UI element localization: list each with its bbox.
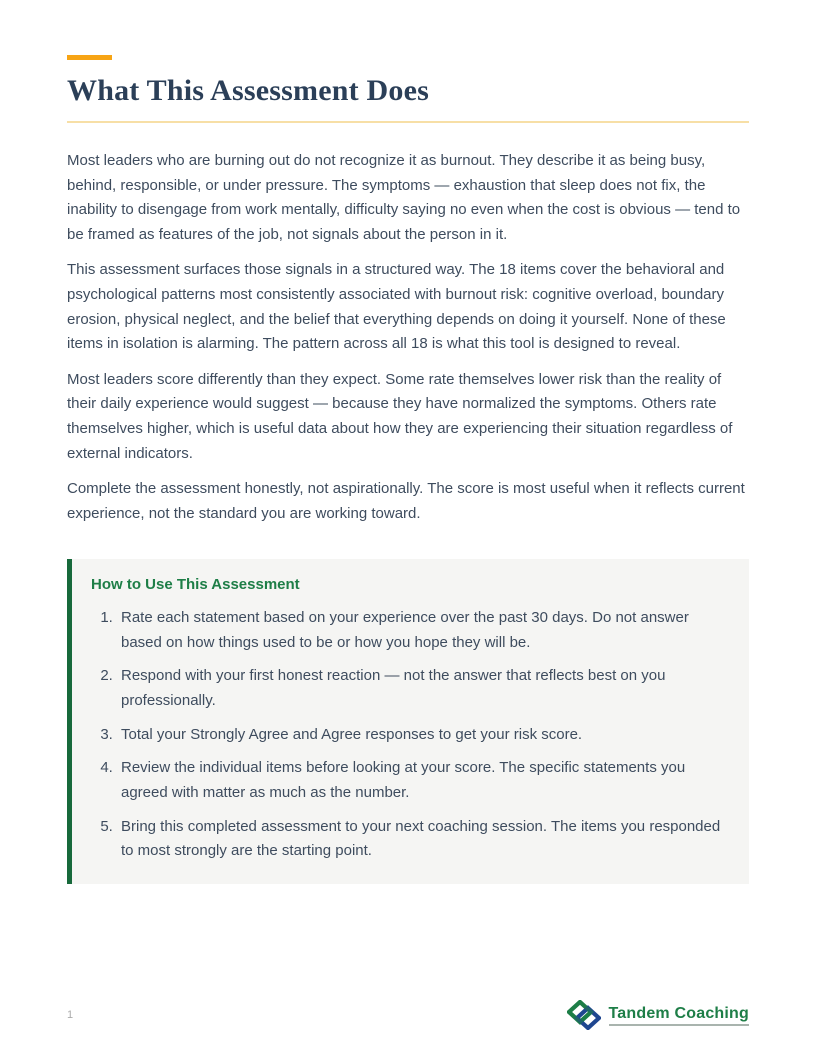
body-paragraph: Complete the assessment honestly, not aspirationally. The score is most useful when it reflects current experience, not the standard you are working toward. — [67, 479, 745, 522]
tandem-diamonds-icon — [567, 1000, 601, 1030]
brand-logo[interactable] — [567, 1000, 750, 1030]
page-footer — [0, 1000, 816, 1056]
title-accent-bar — [67, 55, 112, 60]
callout-list-item: 1. Rate each statement based on your experience over the past 30 days. Do not answer based on how things used to be or how you hope they will be. — [117, 606, 725, 655]
how-to-use-callout — [67, 559, 749, 884]
callout-list-item: 5. Bring this completed assessment to your next coaching session. The items you responded to most strongly are the starting point. — [117, 815, 725, 864]
callout-list-item: 4. Review the individual items before looking at your score. The specific statements you agreed with matter as much as the number. — [117, 756, 725, 805]
page-number: 1 — [67, 1009, 74, 1021]
body-paragraphs — [67, 149, 749, 537]
body-paragraph: Most leaders score differently than they expect. Some rate themselves lower risk than the reality of their daily experience would suggest — because they have normalized the symptoms. Others rate themselves higher, which is useful data about how they are experiencing their situation regardless of external indicators. — [67, 370, 733, 462]
page-title: What This Assessment Does — [67, 72, 749, 123]
callout-list-item: 3. Total your Strongly Agree and Agree responses to get your risk score. — [117, 723, 725, 748]
callout-heading: How to Use This Assessment — [91, 575, 300, 593]
brand-name: Tandem Coaching — [609, 1005, 750, 1026]
callout-instruction-list — [95, 606, 725, 864]
body-paragraph: Most leaders who are burning out do not recognize it as burnout. They describe it as being busy, behind, responsible, or under pressure. The symptoms — exhaustion that sleep does not fix, the inability to disengage from work mentally, difficulty saying no even when the cost is obvious — tend to be framed as features of the job, not signals about the person in it. — [67, 152, 741, 244]
callout-list-item: 2. Respond with your first honest reaction — not the answer that reflects best on you professionally. — [117, 664, 725, 713]
body-paragraph: This assessment surfaces those signals in a structured way. The 18 items cover the behavioral and psychological patterns most consistently associated with burnout risk: cognitive overload, boundary erosion, physical neglect, and the belief that everything depends on doing it yourself. None of these items in isolation is alarming. The pattern across all 18 is what this tool is designed to reveal. — [67, 261, 726, 353]
